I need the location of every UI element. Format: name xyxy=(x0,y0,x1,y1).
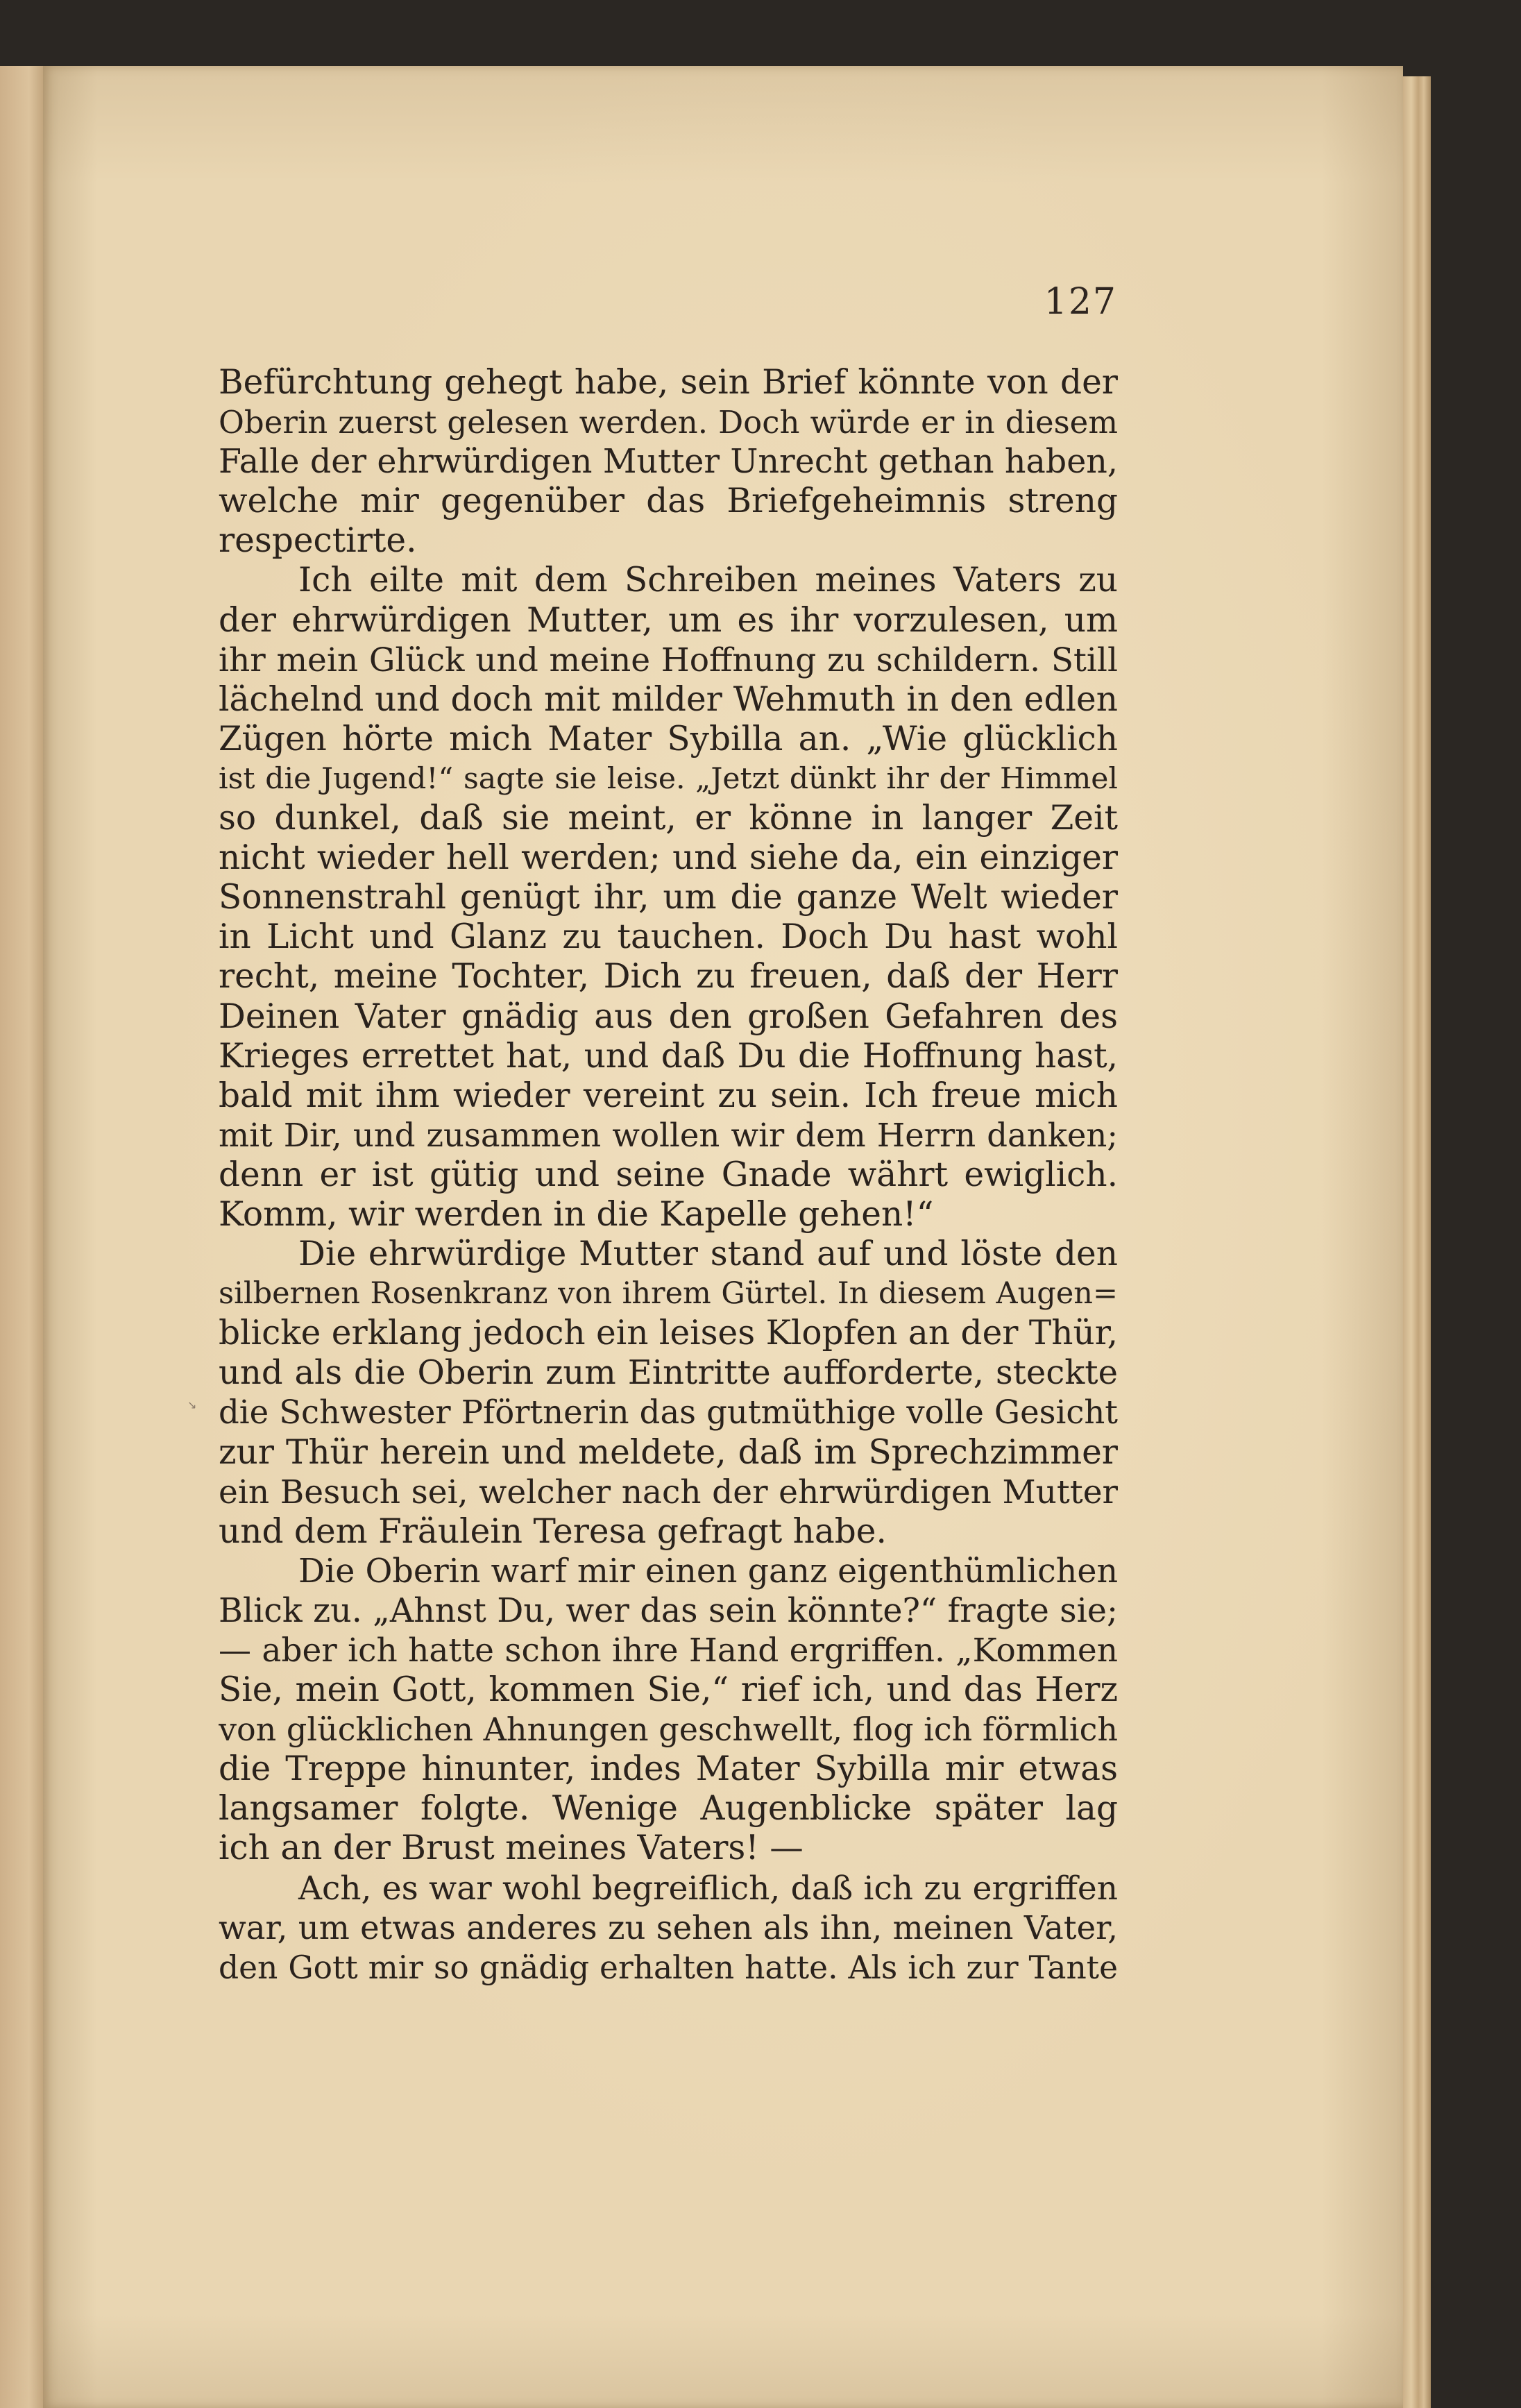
text-line: ein Besuch sei, welcher nach der ehrwürdigen Mutter xyxy=(219,1473,1118,1511)
text-line: Sonnenstrahl genügt ihr, um die ganze Welt wieder xyxy=(219,878,1118,917)
text-line: Deinen Vater gnädig aus den großen Gefahren des xyxy=(219,997,1118,1036)
adjacent-page-edge xyxy=(0,66,49,2408)
text-line: Ach, es war wohl begreiflich, daß ich zu ergriffen xyxy=(298,1869,1118,1908)
text-line: recht, meine Tochter, Dich zu freuen, daß der Herr xyxy=(219,957,1118,997)
text-line: zur Thür herein und meldete, daß im Sprechzimmer xyxy=(219,1432,1118,1472)
text-line: Die ehrwürdige Mutter stand auf und löste den xyxy=(298,1235,1118,1274)
text-line: Blick zu. „Ahnst Du, wer das sein könnte?“ fragte sie; xyxy=(219,1591,1118,1630)
text-line: ihr mein Glück und meine Hoffnung zu schildern. Still xyxy=(219,641,1118,679)
text-line: welche mir gegenüber das Briefgeheimnis streng xyxy=(219,482,1118,521)
text-line: so dunkel, daß sie meint, er könne in langer Zeit xyxy=(219,799,1118,838)
text-line: und dem Fräulein Teresa gefragt habe. xyxy=(219,1511,887,1551)
text-line: war, um etwas anderes zu sehen als ihn, meinen Vater, xyxy=(219,1908,1118,1947)
text-line: Sie, mein Gott, kommen Sie,“ rief ich, und das Herz xyxy=(219,1670,1118,1710)
text-line: respectirte. xyxy=(219,521,417,561)
text-line: Die Oberin warf mir einen ganz eigenthümlichen xyxy=(298,1552,1118,1591)
text-line: Komm, wir werden in die Kapelle gehen!“ xyxy=(219,1194,934,1234)
text-line: der ehrwürdigen Mutter, um es ihr vorzulesen, um xyxy=(219,600,1118,640)
text-line: den Gott mir so gnädig erhalten hatte. Als ich zur Tante xyxy=(219,1949,1118,1986)
text-line: von glücklichen Ahnungen geschwellt, flog ich förmlich xyxy=(219,1711,1118,1749)
text-line: ich an der Brust meines Vaters! — xyxy=(219,1829,804,1868)
text-line: Oberin zuerst gelesen werden. Doch würde er in diesem xyxy=(219,404,1118,441)
page-text xyxy=(219,363,1118,1987)
text-line: mit Dir, und zusammen wollen wir dem Herrn danken; xyxy=(219,1116,1118,1154)
text-line: Falle der ehrwürdigen Mutter Unrecht gethan haben, xyxy=(219,443,1118,482)
text-line: Ich eilte mit dem Schreiben meines Vaters zu xyxy=(298,561,1118,600)
text-line: silbernen Rosenkranz von ihrem Gürtel. In diesem Augen= xyxy=(219,1276,1118,1312)
stray-ink-mark: ↘ xyxy=(187,1398,197,1411)
text-line: bald mit ihm wieder vereint zu sein. Ich freue mich xyxy=(219,1076,1118,1115)
text-line: langsamer folgte. Wenige Augenblicke später lag xyxy=(219,1789,1118,1829)
text-line: Krieges errettet hat, und daß Du die Hoffnung hast, xyxy=(219,1036,1118,1076)
text-line: die Treppe hinunter, indes Mater Sybilla mir etwas xyxy=(219,1749,1118,1789)
text-line: denn er ist gütig und seine Gnade währt ewiglich. xyxy=(219,1155,1118,1194)
text-line: blicke erklang jedoch ein leises Klopfen an der Thür, xyxy=(219,1314,1118,1353)
text-line: in Licht und Glanz zu tauchen. Doch Du hast wohl xyxy=(219,917,1118,957)
text-line: nicht wieder hell werden; und siehe da, ein einziger xyxy=(219,838,1118,878)
page-number: 127 xyxy=(1044,281,1117,323)
text-line: und als die Oberin zum Eintritte aufforderte, steckte xyxy=(219,1353,1118,1393)
text-line: — aber ich hatte schon ihre Hand ergriffen. „Kommen xyxy=(219,1631,1118,1670)
page-stack-edge xyxy=(1403,76,1431,2408)
text-line: lächelnd und doch mit milder Wehmuth in den edlen xyxy=(219,679,1118,719)
text-line: Zügen hörte mich Mater Sybilla an. „Wie glücklich xyxy=(219,719,1118,758)
text-line: ist die Jugend!“ sagte sie leise. „Jetzt dünkt ihr der Himmel xyxy=(219,761,1118,796)
text-line: Befürchtung gehegt habe, sein Brief könnte von der xyxy=(219,363,1118,402)
text-line: die Schwester Pförtnerin das gutmüthige volle Gesicht xyxy=(219,1393,1118,1432)
